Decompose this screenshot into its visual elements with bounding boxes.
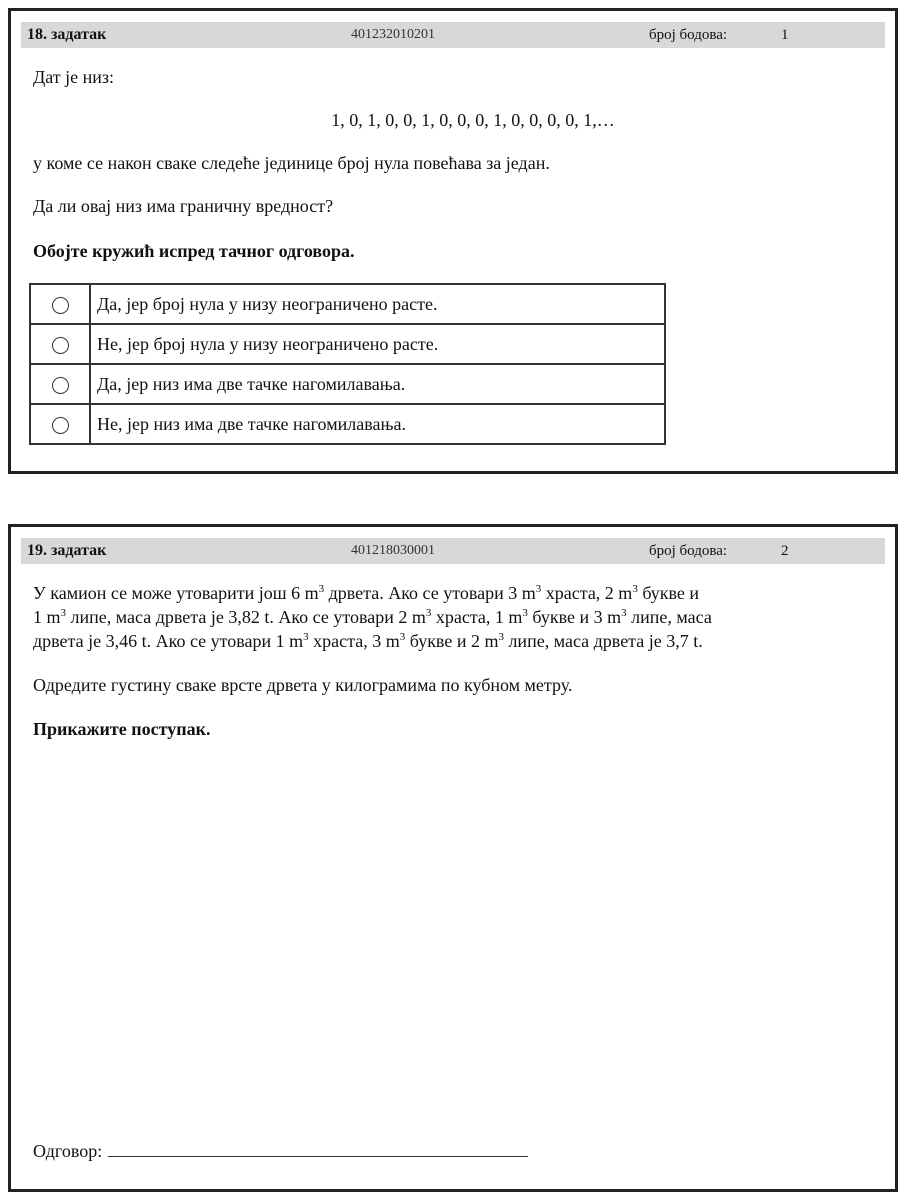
answer-row [33, 1140, 528, 1162]
points-value: 2 [781, 543, 789, 559]
answer-option-label: Не, јер број нула у низу неограничено расте. [90, 324, 665, 364]
radio-circle-icon[interactable] [52, 417, 69, 434]
points-label: број бодова: [649, 543, 728, 559]
answer-option[interactable] [30, 404, 665, 444]
task-18-box [8, 8, 898, 474]
task-description: у коме се након сваке следеће јединице број нула повећава за један. [33, 153, 550, 173]
radio-circle-icon[interactable] [52, 297, 69, 314]
task-instruction: Обојте кружић испред тачног одговора. [33, 241, 355, 261]
problem-text-line-1: У камион се може утоварити још 6 $m^3$ дрвета. Ако се утовари 3 $m^3$ храста, 2 $m^3$ букве и [33, 583, 700, 603]
answer-line[interactable] [108, 1140, 528, 1157]
task-code: 401232010201 [351, 27, 435, 42]
task-intro: Дат је низ: [33, 67, 115, 87]
task-number: 18. задатак [27, 26, 107, 43]
answer-options-table [29, 283, 666, 445]
answer-label: Одговор: [33, 1141, 103, 1161]
task-code: 401218030001 [351, 543, 435, 558]
task-19-box [8, 524, 898, 1192]
answer-option-label: Да, јер број нула у низу неограничено расте. [90, 284, 665, 324]
answer-option[interactable] [30, 364, 665, 404]
task-header [21, 22, 885, 48]
task-question: Да ли овај низ има граничну вредност? [33, 196, 334, 216]
task-instruction: Прикажите поступак. [33, 719, 211, 739]
sequence: 1, 0, 1, 0, 0, 1, 0, 0, 0, 1, 0, 0, 0, 0, 1,… [331, 110, 615, 130]
answer-option[interactable] [30, 324, 665, 364]
problem-text-line-2: 1 $m^3$ липе, маса дрвета је 3,82 t. Ако се утовари 2 $m^3$ храста, 1 $m^3$ букве и 3 $m^3$ липе, маса [33, 607, 712, 627]
points-label: број бодова: [649, 27, 728, 43]
points-value: 1 [781, 27, 789, 43]
task-number: 19. задатак [27, 542, 107, 559]
answer-option-label: Да, јер низ има две тачке нагомилавања. [90, 364, 665, 404]
radio-circle-icon[interactable] [52, 377, 69, 394]
task-question: Одредите густину сваке врсте дрвета у килограмима по кубном метру. [33, 675, 573, 695]
answer-option[interactable] [30, 284, 665, 324]
task-header [21, 538, 885, 564]
problem-text-line-3: дрвета је 3,46 t. Ако се утовари 1 $m^3$ храста, 3 $m^3$ букве и 2 $m^3$ липе, маса дрвета је 3,7 t. [33, 631, 703, 651]
radio-circle-icon[interactable] [52, 337, 69, 354]
answer-option-label: Не, јер низ има две тачке нагомилавања. [90, 404, 665, 444]
